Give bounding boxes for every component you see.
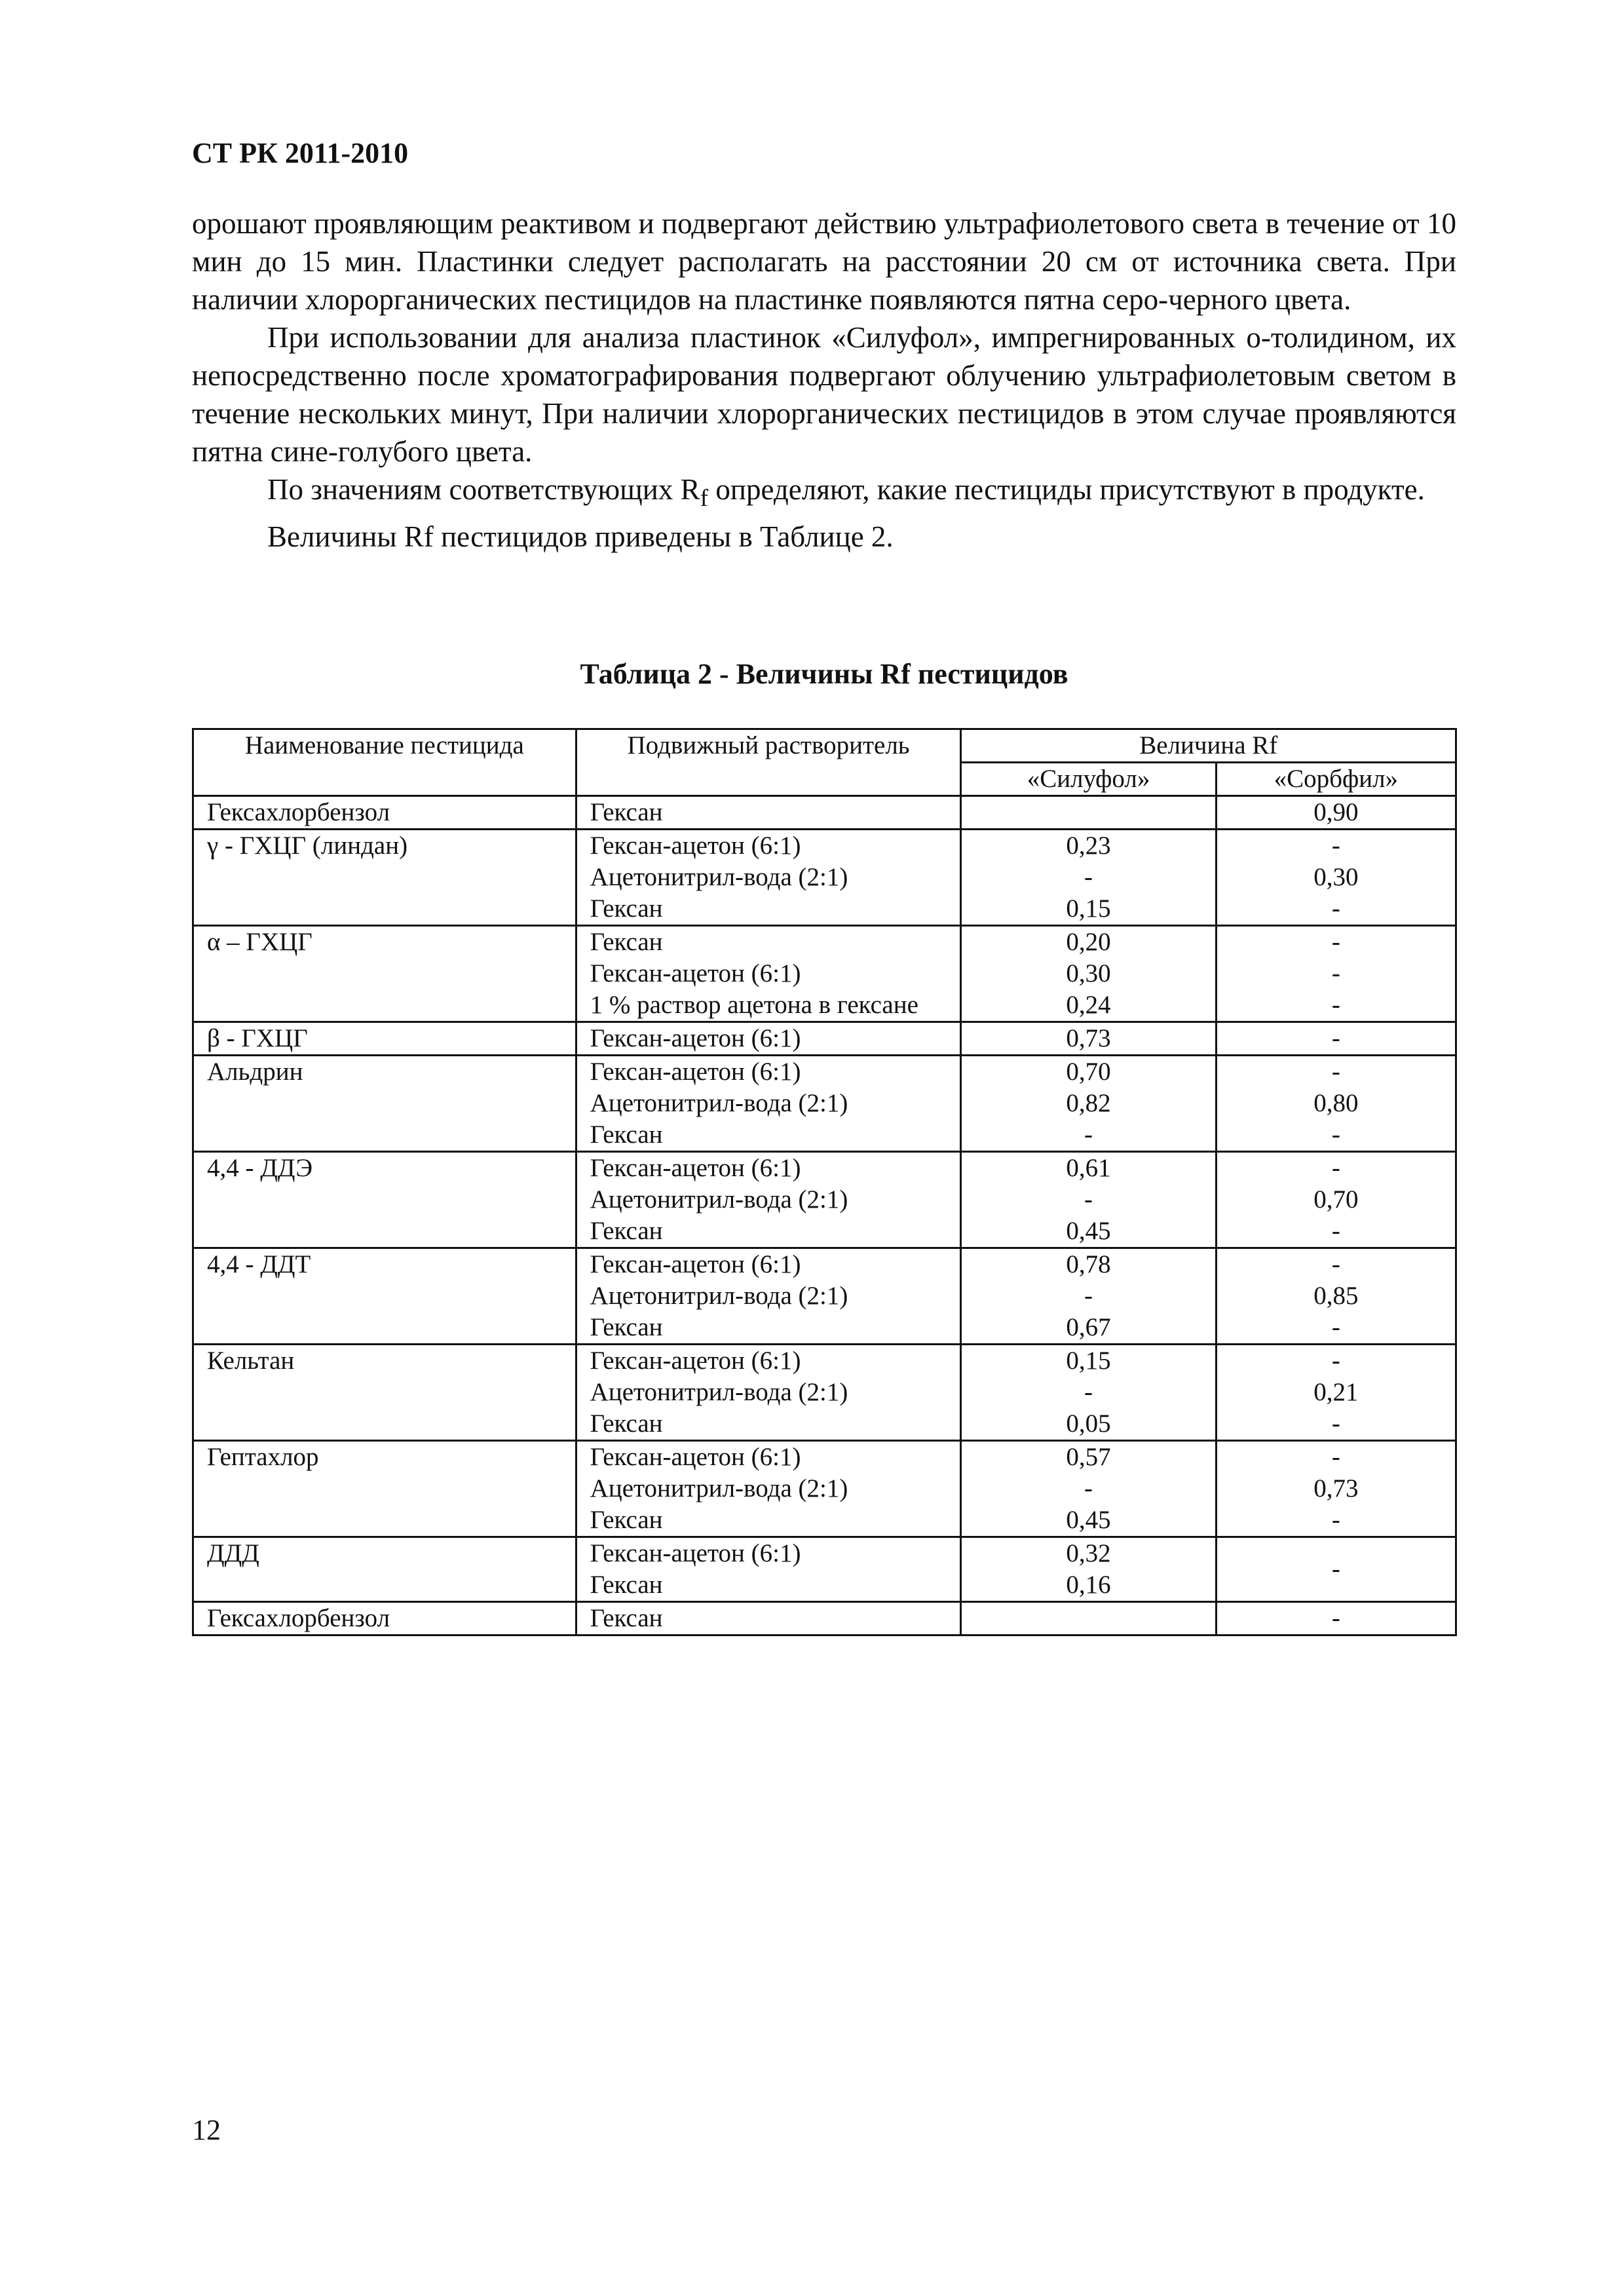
paragraph-3-before: По значениям соответствующих R <box>267 473 700 506</box>
pesticide-name-cell: Гексахлорбензол <box>193 1602 576 1636</box>
sorbfil-rf-cell-line: - <box>1331 1555 1340 1583</box>
pesticide-name-cell: β - ГХЦГ <box>193 1022 576 1056</box>
silufol-rf-cell-line: 0,70 <box>1066 1058 1111 1086</box>
silufol-rf-cell-line: 0,20 <box>1066 928 1111 956</box>
table-title: Таблица 2 - Величины Rf пестицидов <box>580 658 1068 690</box>
silufol-rf-cell-line: - <box>1084 1120 1093 1149</box>
sorbfil-rf-cell-line: - <box>1331 1443 1340 1471</box>
sorbfil-rf-cell <box>1216 830 1456 926</box>
sorbfil-rf-cell <box>1216 1345 1456 1441</box>
sorbfil-rf-cell-line: - <box>1331 1347 1340 1375</box>
sorbfil-rf-cell-line: 0,85 <box>1313 1282 1359 1310</box>
silufol-rf-cell <box>961 796 1216 830</box>
silufol-rf-cell-line: 0,30 <box>1066 959 1111 987</box>
sorbfil-rf-cell-line: 0,30 <box>1313 863 1359 891</box>
solvent-cell-line: Гексан-ацетон (6:1) <box>590 832 801 860</box>
sorbfil-rf-cell-line: 0,70 <box>1313 1185 1359 1214</box>
solvent-cell-line: Гексан-ацетон (6:1) <box>590 1024 801 1052</box>
silufol-rf-cell-line: - <box>1084 863 1093 891</box>
silufol-rf-cell-line: 0,15 <box>1066 894 1111 923</box>
silufol-rf-cell <box>961 1345 1216 1441</box>
table-row <box>193 926 1456 1022</box>
solvent-cell-line: Гексан-ацетон (6:1) <box>590 959 801 987</box>
solvent-cell-line: Гексан-ацетон (6:1) <box>590 1058 801 1086</box>
sorbfil-rf-cell-line: - <box>1331 832 1340 860</box>
pesticide-name-cell: γ - ГХЦГ (линдан) <box>193 830 576 926</box>
silufol-rf-cell-line: 0,61 <box>1066 1154 1111 1182</box>
header-sorbfil: «Сорбфил» <box>1216 763 1456 796</box>
sorbfil-rf-cell-line: - <box>1331 991 1340 1019</box>
rf-subscript: f <box>700 485 709 512</box>
silufol-rf-cell <box>961 1537 1216 1602</box>
paragraph-2: При использовании для анализа пластинок «Силуфол», импрегнированных о-толидином, их непосредственно после хроматографирования подвергают облучению ультрафиолетовым светом в течение нескольких минут, При наличии хлорорганических пестицидов в этом случае проявляются пятна сине-голубого цвета. <box>192 321 1456 468</box>
header-rf: Величина Rf <box>961 729 1456 763</box>
paragraph-3 <box>192 470 1456 518</box>
solvent-cell-line: Гексан <box>590 1506 663 1534</box>
pesticide-name-cell: Альдрин <box>193 1056 576 1152</box>
sorbfil-rf-cell <box>1216 1602 1456 1636</box>
sorbfil-rf-cell-line: - <box>1331 1604 1340 1632</box>
table-row <box>193 1345 1456 1441</box>
paragraph-1: орошают проявляющим реактивом и подвергают действию ультрафиолетового света в течение от 10 мин до 15 мин. Пластинки следует располагать на расстоянии 20 см от источника света. При наличии хлорорганических пестицидов на пластинке появляются пятна серо-черного цвета. <box>192 207 1456 316</box>
silufol-rf-cell <box>961 1441 1216 1537</box>
silufol-rf-cell <box>961 1022 1216 1056</box>
solvent-cell <box>576 1602 961 1636</box>
table-row <box>193 830 1456 926</box>
pesticide-name-cell: α – ГХЦГ <box>193 926 576 1022</box>
silufol-rf-cell <box>961 1602 1216 1636</box>
sorbfil-rf-cell <box>1216 1248 1456 1345</box>
solvent-cell-line: Ацетонитрил-вода (2:1) <box>590 1089 848 1117</box>
solvent-cell-line: Гексан <box>590 1409 663 1438</box>
table-row <box>193 1441 1456 1537</box>
solvent-cell <box>576 1537 961 1602</box>
sorbfil-rf-cell-line: - <box>1331 928 1340 956</box>
document-code: СТ РК 2011-2010 <box>192 137 409 169</box>
solvent-cell-line: Ацетонитрил-вода (2:1) <box>590 1378 848 1406</box>
silufol-rf-cell-line: 0,23 <box>1066 832 1111 860</box>
solvent-cell-line: Гексан <box>590 1217 663 1245</box>
solvent-cell-line: Ацетонитрил-вода (2:1) <box>590 1282 848 1310</box>
silufol-rf-cell <box>961 926 1216 1022</box>
solvent-cell-line: Гексан-ацетон (6:1) <box>590 1347 801 1375</box>
sorbfil-rf-cell-line: - <box>1331 1024 1340 1052</box>
paragraph-3-after: определяют, какие пестициды присутствуют в продукте. <box>708 473 1425 506</box>
sorbfil-rf-cell-line: 0,21 <box>1313 1378 1359 1406</box>
header-silufol: «Силуфол» <box>961 763 1216 796</box>
solvent-cell-line: Гексан-ацетон (6:1) <box>590 1250 801 1278</box>
solvent-cell-line: Ацетонитрил-вода (2:1) <box>590 863 848 891</box>
pesticide-name-cell: Гексахлорбензол <box>193 796 576 830</box>
solvent-cell-line: Ацетонитрил-вода (2:1) <box>590 1185 848 1214</box>
sorbfil-rf-cell-line: - <box>1331 1506 1340 1534</box>
solvent-cell-line: Гексан <box>590 1604 663 1632</box>
silufol-rf-cell-line: 0,05 <box>1066 1409 1111 1438</box>
sorbfil-rf-cell-line: - <box>1331 1058 1340 1086</box>
sorbfil-rf-cell <box>1216 1022 1456 1056</box>
silufol-rf-cell-line: 0,15 <box>1066 1347 1111 1375</box>
silufol-rf-cell-line: 0,24 <box>1066 991 1111 1019</box>
silufol-rf-cell-line: 0,73 <box>1066 1024 1111 1052</box>
solvent-cell-line: 1 % раствор ацетона в гексане <box>590 991 918 1019</box>
pesticide-name-cell: 4,4 - ДДТ <box>193 1248 576 1345</box>
solvent-cell <box>576 1056 961 1152</box>
table-row <box>193 796 1456 830</box>
solvent-cell <box>576 1022 961 1056</box>
solvent-cell <box>576 926 961 1022</box>
pesticide-name-cell: ДДД <box>193 1537 576 1602</box>
silufol-rf-cell-line: 0,82 <box>1066 1089 1111 1117</box>
table-row <box>193 1248 1456 1345</box>
solvent-cell-line: Гексан <box>590 894 663 923</box>
silufol-rf-cell-line: 0,78 <box>1066 1250 1111 1278</box>
sorbfil-rf-cell-line: - <box>1331 1217 1340 1245</box>
silufol-rf-cell-line: 0,45 <box>1066 1217 1111 1245</box>
solvent-cell-line: Ацетонитрил-вода (2:1) <box>590 1474 848 1502</box>
solvent-cell <box>576 1152 961 1248</box>
sorbfil-rf-cell <box>1216 1152 1456 1248</box>
solvent-cell-line: Гексан-ацетон (6:1) <box>590 1154 801 1182</box>
silufol-rf-cell-line: 0,32 <box>1066 1539 1111 1567</box>
sorbfil-rf-cell-line: - <box>1331 1313 1340 1341</box>
silufol-rf-cell-line: - <box>1084 1185 1093 1214</box>
sorbfil-rf-cell-line: 0,90 <box>1313 798 1359 826</box>
solvent-cell <box>576 830 961 926</box>
silufol-rf-cell-line: 0,67 <box>1066 1313 1111 1341</box>
rf-values-table <box>192 728 1457 1636</box>
sorbfil-rf-cell-line: - <box>1331 1154 1340 1182</box>
table-row <box>193 1022 1456 1056</box>
solvent-cell-line: Гексан-ацетон (6:1) <box>590 1539 801 1567</box>
header-solvent: Подвижный растворитель <box>576 729 961 796</box>
solvent-cell <box>576 1441 961 1537</box>
sorbfil-rf-cell <box>1216 926 1456 1022</box>
silufol-rf-cell-line: 0,45 <box>1066 1506 1111 1534</box>
silufol-rf-cell-line: 0,57 <box>1066 1443 1111 1471</box>
solvent-cell-line: Гексан <box>590 1313 663 1341</box>
sorbfil-rf-cell-line: - <box>1331 1409 1340 1438</box>
silufol-rf-cell-line <box>975 1603 1201 1634</box>
solvent-cell-line: Гексан-ацетон (6:1) <box>590 1443 801 1471</box>
table-row <box>193 1152 1456 1248</box>
sorbfil-rf-cell-line: 0,73 <box>1313 1474 1359 1502</box>
sorbfil-rf-cell-line: 0,80 <box>1313 1089 1359 1117</box>
table-row <box>193 1537 1456 1602</box>
sorbfil-rf-cell <box>1216 1537 1456 1602</box>
solvent-cell <box>576 796 961 830</box>
sorbfil-rf-cell <box>1216 1441 1456 1537</box>
solvent-cell-line: Гексан <box>590 798 663 826</box>
solvent-cell-line: Гексан <box>590 1120 663 1149</box>
page-number: 12 <box>192 2114 221 2146</box>
silufol-rf-cell-line <box>975 797 1201 828</box>
pesticide-name-cell: Гептахлор <box>193 1441 576 1537</box>
silufol-rf-cell-line: 0,16 <box>1066 1571 1111 1599</box>
sorbfil-rf-cell-line: - <box>1331 1120 1340 1149</box>
paragraph-4: Величины Rf пестицидов приведены в Таблице 2. <box>267 520 894 553</box>
sorbfil-rf-cell-line: - <box>1331 1250 1340 1278</box>
pesticide-name-cell: Кельтан <box>193 1345 576 1441</box>
silufol-rf-cell <box>961 1152 1216 1248</box>
body-text <box>192 204 1456 556</box>
table-row <box>193 1602 1456 1636</box>
sorbfil-rf-cell <box>1216 1056 1456 1152</box>
solvent-cell-line: Гексан <box>590 928 663 956</box>
silufol-rf-cell <box>961 830 1216 926</box>
silufol-rf-cell-line: - <box>1084 1474 1093 1502</box>
sorbfil-rf-cell-line: - <box>1331 959 1340 987</box>
silufol-rf-cell <box>961 1248 1216 1345</box>
solvent-cell <box>576 1345 961 1441</box>
pesticide-name-cell: 4,4 - ДДЭ <box>193 1152 576 1248</box>
solvent-cell-line: Гексан <box>590 1571 663 1599</box>
header-pesticide-name: Наименование пестицида <box>193 729 576 796</box>
sorbfil-rf-cell <box>1216 796 1456 830</box>
table-row <box>193 1056 1456 1152</box>
sorbfil-rf-cell-line: - <box>1331 894 1340 923</box>
solvent-cell <box>576 1248 961 1345</box>
silufol-rf-cell <box>961 1056 1216 1152</box>
silufol-rf-cell-line: - <box>1084 1282 1093 1310</box>
silufol-rf-cell-line: - <box>1084 1378 1093 1406</box>
